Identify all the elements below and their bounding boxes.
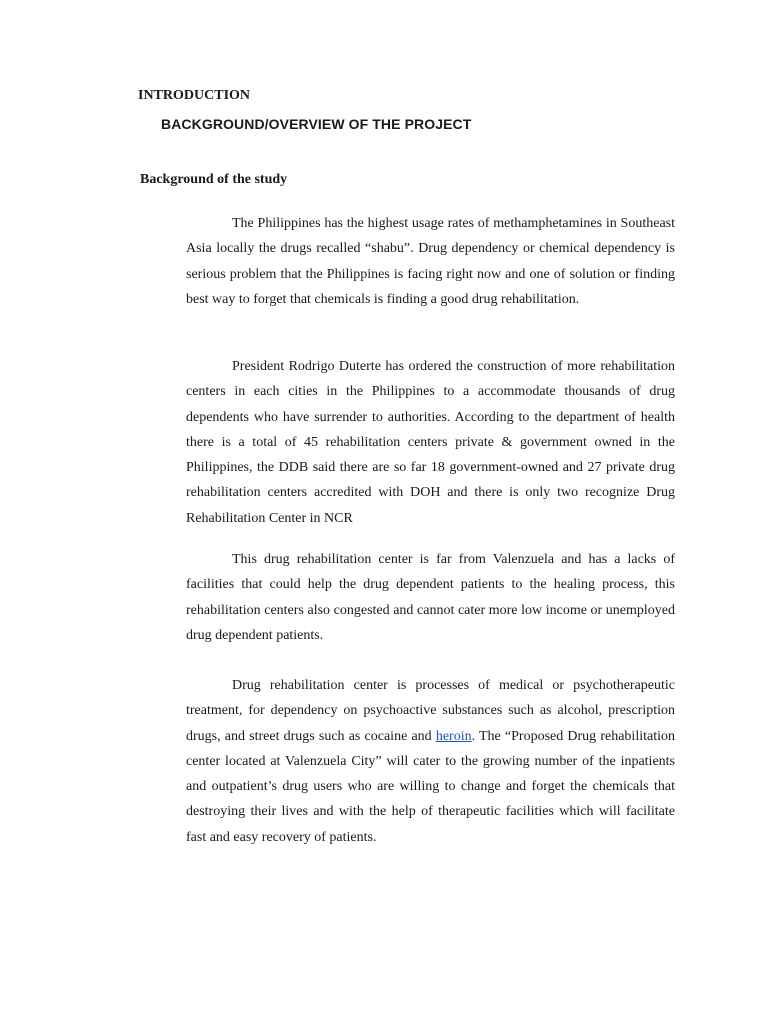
intro-heading: INTRODUCTION [138,88,251,103]
heroin-link[interactable]: heroin [435,728,472,744]
paragraph-duterte-order: President Rodrigo Duterte has ordered the construction of more rehabilitation centers in each cities in the Philippines to a accommodate thousands of drug dependents who have surrender to authorities. According to the department of health there is a total of 45 rehabilitation centers private & government owned in the Philippines, the DDB said there are so far 18 government-owned and 27 private drug rehabilitation centers accredited with DOH and there is only two recognize Drug Rehabilitation Center in NCR [186,359,675,526]
background-study-heading: Background of the study [140,172,288,187]
paragraph-shabu-usage: The Philippines has the highest usage rates of methamphetamines in Southeast Asia locally the drugs recalled “shabu”. Drug dependency or chemical dependency is serious problem that the Philippines is facing right now and one of solution or finding best way to forget that chemicals is finding a good drug rehabilitation. [186,216,675,307]
paragraph-rehab-text-after: . The “Proposed Drug rehabilitation center located at Valenzuela City” will cater to the growing number of the inpatients and outpatient’s drug users who are willing to change and forget the chemicals that destroying their lives and with the help of therapeutic facilities which will facilitate fast and easy recovery of patients. [186,728,675,845]
paragraph-rehab-text-before: Drug rehabilitation center is processes of medical or psychotherapeutic treatment, for dependency on psychoactive substances such as alcohol, prescription drugs, and street drugs such as cocaine and [186,678,675,744]
project-overview-subheading: BACKGROUND/OVERVIEW OF THE PROJECT [161,116,472,132]
paragraph-rehab-definition [186,673,675,850]
paragraph-valenzuela-facilities: This drug rehabilitation center is far from Valenzuela and has a lacks of facilities that could help the drug dependent patients to the healing process, this rehabilitation centers also congested and cannot cater more low income or unemployed drug dependent patients. [186,552,675,643]
